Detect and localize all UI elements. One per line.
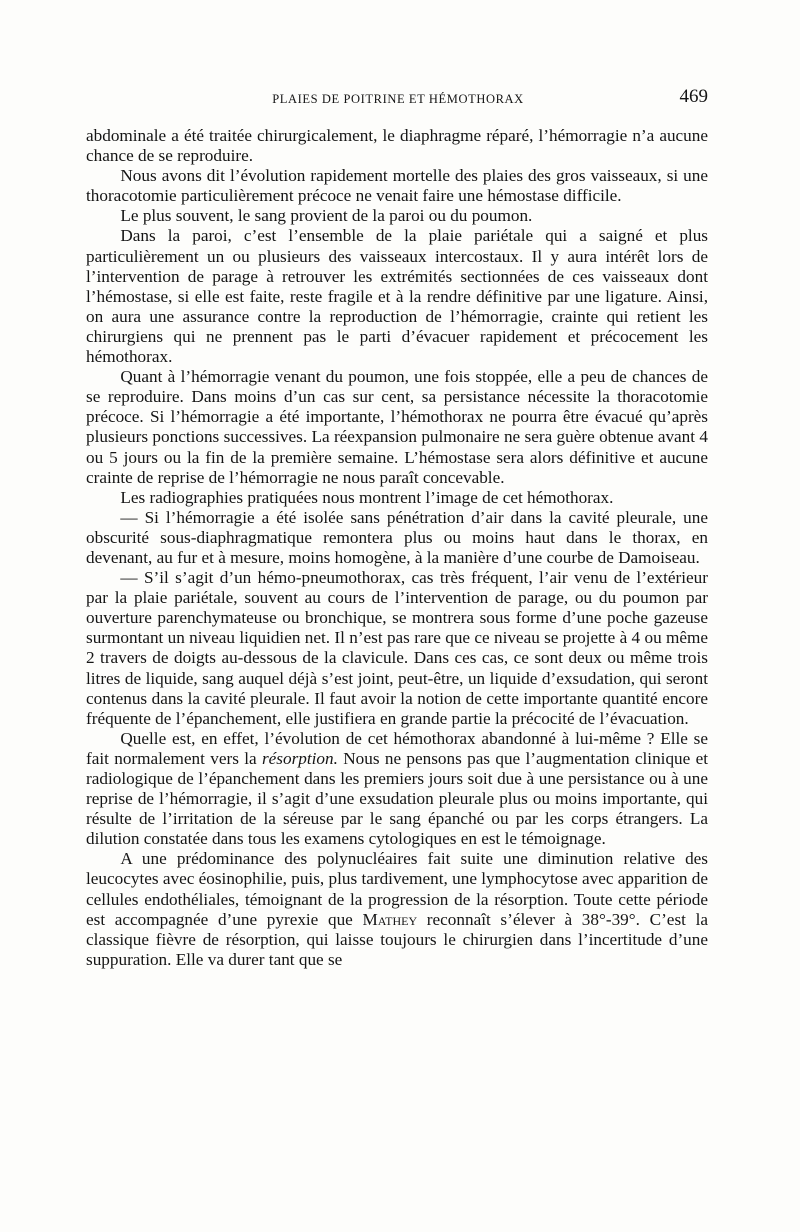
paragraph: Le plus souvent, le sang provient de la paroi ou du poumon.: [120, 206, 533, 226]
paragraph: Quant à l’hémorragie venant du poumon, une fois stoppée, elle a peu de chances de se reproduire. Dans moins d’un cas sur cent, sa persistance nécessite la thoracotomie précoce. Si l’hémorragie a été importante, l’hémothorax ne pourra être évacué qu’après plusieurs ponctions successives. La réexpansion pulmonaire ne sera guère obtenue avant 4 ou 5 jours ou la fin de la première semaine. L’hémostase sera alors définitive et aucune crainte de reprise de l’hémorragie ne nous paraît concevable.: [86, 367, 708, 487]
paragraph: — Si l’hémorragie a été isolée sans pénétration d’air dans la cavité pleurale, une obscurité sous-diaphragmatique remontera plus ou moins haut dans le thorax, en devenant, au fur et à mesure, moins homogène, à la manière d’une courbe de Damoiseau.: [86, 507, 708, 567]
emphasis: résorption.: [261, 748, 338, 768]
text-run: Nous ne pensons pas que l’augmentation clinique et radiologique de l’épanchement dans les premiers jours soit due à une persistance ou à une reprise de l’hémorragie, il s’agit d’une exsudation pleurale plus ou moins importante, qui résulte de l’irritation de la séreuse par le sang épanché ou par les corps étrangers. La dilution constatée dans tous les examens cytologiques en est le témoignage.: [86, 748, 709, 849]
paragraph: [86, 849, 708, 970]
paragraph: abdominale a été traitée chirurgicalement, le diaphragme réparé, l’hémorragie n’a aucune chance de se reproduire.: [86, 126, 708, 166]
text-run: Quelle est, en effet, l’évolution de cet hémothorax abandonné à lui-même ? Elle se fait normalement vers la: [86, 728, 708, 768]
paragraph: — S’il s’agit d’un hémo-pneumothorax, cas très fréquent, l’air venu de l’extérieur par la plaie pariétale, souvent au cours de l’intervention de parage, ou du poumon par ouverture parenchymateuse ou bronchique, se montrera sous forme d’une poche gazeuse surmontant un niveau liquidien net. Il n’est pas rare que ce niveau se projette à 4 ou même 2 travers de doigts au-dessous de la clavicule. Dans ces cas, ce sont deux ou même trois litres de liquide, sang auquel déjà s’est joint, peut-être, un liquide d’exsudation, qui seront contenus dans la cavité pleurale. Il faut avoir la notion de cette importante quantité encore fréquente de l’épanchement, elle justifiera en grande partie la précocité de l’évacuation.: [86, 568, 708, 728]
paragraph: Nous avons dit l’évolution rapidement mortelle des plaies des gros vaisseaux, si une thoracotomie particulièrement précoce ne venait faire une hémostase difficile.: [86, 166, 708, 206]
text-run: reconnaît s’élever à 38°-39°. C’est la classique fièvre de résorption, qui laisse toujours le chirurgien dans l’incertitude d’une suppuration. Elle va durer tant que se: [86, 909, 708, 969]
text-run: A une prédominance des polynucléaires fait suite une diminution relative des leucocytes avec éosinophilie, puis, plus tardivement, une lymphocytose avec apparition de cellules endothéliales, témoignant de la progression de la résorption. Toute cette période est accompagnée d’une pyrexie que: [86, 849, 708, 929]
author-name: Mathey: [362, 909, 418, 929]
body-text: [86, 126, 708, 970]
running-title: PLAIES DE POITRINE ET HÉMOTHORAX: [272, 92, 524, 106]
page-header: [88, 86, 708, 114]
page-number: 469: [679, 86, 708, 107]
paragraph: Les radiographies pratiquées nous montrent l’image de cet hémothorax.: [120, 487, 614, 507]
paragraph: Dans la paroi, c’est l’ensemble de la plaie pariétale qui a saigné et plus particulièrement un ou plusieurs des vaisseaux intercostaux. Il y aura intérêt lors de l’intervention de parage à retrouver les extrémités sectionnées de ces vaisseaux dont l’hémostase, si elle est faite, reste fragile et à la rendre définitive par une ligature. Ainsi, on aura une assurance contre la reproduction de l’hémorragie, crainte qui retient les chirurgiens qui ne prennent pas le parti d’évacuer rapidement et précocement les hémothorax.: [86, 226, 708, 367]
paragraph: [86, 729, 708, 850]
